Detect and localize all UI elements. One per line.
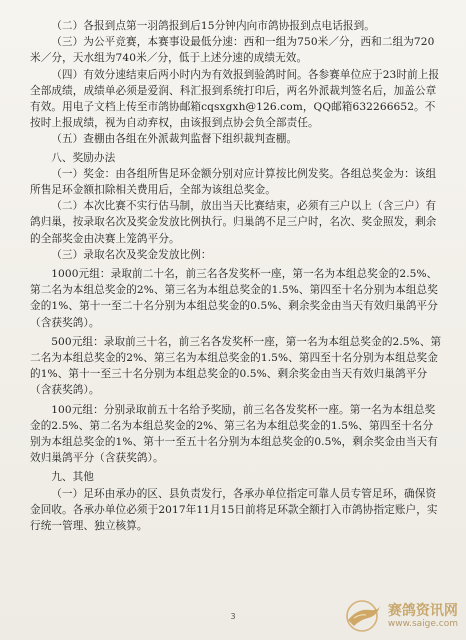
para-group-500: 500元组：录取前三十名，前三名各发奖杯一座，第一名为本组总奖金的2.5%、第二名为本组总奖金的2%、第三名为本组总奖金的1.5%、第四至十名分别为本组总奖金的1%、第十一至三十名分别为本组总奖金的0.5%、剩余奖金由当天有效归巢鸽平分（含获奖鸽）。 bbox=[30, 335, 442, 397]
para-ranking-ratio: （三）录取名次及奖金发放比例： bbox=[51, 248, 212, 261]
watermark-site-url: www.saige.com bbox=[387, 618, 458, 629]
para-no-estimate: （二）本次比赛不实行估马制，放出当天比赛结束，必须有三户以上（含三户）有鸽归巢，按录取名次及奖金发放比例执行。归巢鸽不足三户时，名次、奖金照发，剩余的全部奖金由决赛上笼鸽平分。 bbox=[30, 200, 437, 245]
watermark bbox=[340, 598, 458, 634]
document-body bbox=[30, 18, 442, 534]
section-heading-other: 九、其他 bbox=[51, 471, 94, 484]
watermark-site-name: 赛鸽资讯网 bbox=[387, 602, 458, 619]
para-ring-issue: （一）足环由承办的区、县负责发行，各承办单位指定可靠人员专管足环，确保资金回收。各承办单位必须于2017年11月15日前将足环款全额打入市鸽协指定账户，实行统一管理、独立核算。 bbox=[30, 487, 438, 533]
para-group-1000: 1000元组：录取前二十名，前三名各发奖杯一座，第一名为本组总奖金的2.5%、第二名为本组总奖金的2%、第三名为本组总奖金的1.5%、第四至十名分别为本组总奖金的1%、第十一至二十名分别为本组总奖金的0.5%、剩余奖金由当天有效归巢鸽平分（含获奖鸽）。 bbox=[30, 268, 438, 329]
para-loft-check: （五）查棚由各组在外派裁判监督下组织裁判查棚。 bbox=[51, 133, 298, 146]
para-group-100: 100元组：分别录取前五十名给予奖励，前三名各发奖杯一座。第一名为本组总奖金的2.5%、第二名为本组总奖金的2%、第三名为本组总奖金的1.5%、第四至十名分别为本组总奖金的1%、第十一至五十名分别为本组总奖金的0.5%，剩余奖金由当天有效归巢鸽平分（含获奖鸽）。 bbox=[30, 403, 438, 465]
para-valid-time: （四）有效分速结束后两小时内为有效报到验鸽时间。各参赛单位应于23时前上报全部成绩，成绩单必须是爱润、科汇报到系统打印后，两名外派裁判签名后，加盖公章有效。用电子文档上传至市鸽协邮箱cqsxgxh@126.com，QQ邮箱632266652。不按时上报成绩，视为自动弃权，由该报到点协会负全部责任。 bbox=[30, 68, 440, 130]
section-heading-awards: 八、奖励办法 bbox=[51, 151, 116, 164]
pigeon-logo-icon bbox=[340, 598, 384, 634]
para-prize-money: （一）奖金：由各组所售足环金额分别对应计算按比例发奖。各组总奖金为：该组所售足环金额扣除相关费用后，全部为该组总奖金。 bbox=[30, 167, 437, 197]
para-report-phone: （二）各报到点第一羽鸽报到后15分钟内向市鸽协报到点电话报到。 bbox=[51, 20, 375, 32]
page-number: 3 bbox=[230, 612, 236, 621]
para-min-speed: （三）为公平竞赛，本赛事设最低分速：西和一组为750米／分，西和二组为720米／分，天水组为740米／分，低于上述分速的成绩无效。 bbox=[30, 36, 435, 65]
